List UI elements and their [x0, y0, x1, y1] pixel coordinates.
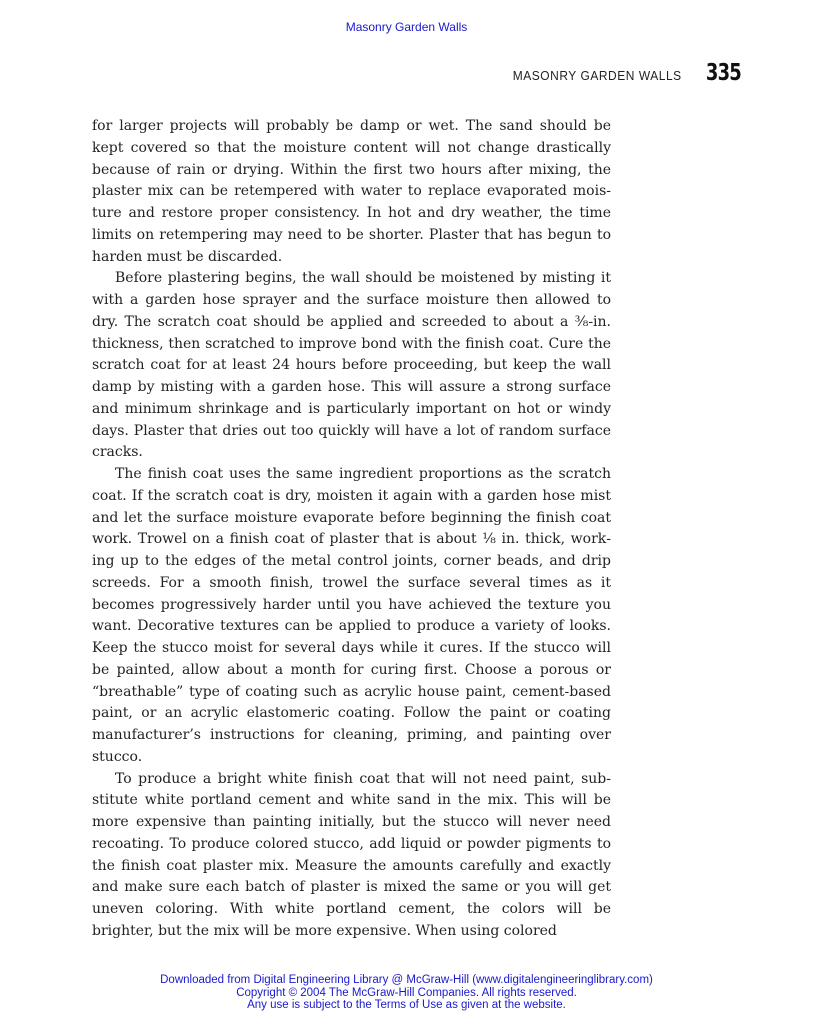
footer-download-link[interactable]: Downloaded from Digital Engineering Library @ McGraw-Hill (www.digitalengineeringlibrary.com): [160, 974, 653, 986]
body-text: [92, 116, 611, 943]
footer-copyright: Copyright © 2004 The McGraw-Hill Companies. All rights reserved.: [236, 986, 577, 999]
paragraph-4: To produce a bright white finish coat that will not need paint, substitute white portland cement and white sand in the mix. This will be more expensive than painting initially, but the stucco will never need recoating. To produce colored stucco, add liquid or powder pigments to the finish coat plaster mix. Measure the amounts carefully and exactly and make sure each batch of plaster is mixed the same or you will get uneven coloring. With white portland cement, the colors will be brighter, but the mix will be more expensive. When using colored: [92, 770, 611, 939]
running-head: [498, 62, 741, 85]
footer-terms[interactable]: Any use is subject to the Terms of Use as given at the website.: [247, 999, 566, 1012]
running-head-title: MASONRY GARDEN WALLS: [512, 68, 682, 83]
footer: [0, 974, 813, 1012]
top-title-link[interactable]: Masonry Garden Walls: [345, 20, 468, 34]
paragraph-2: Before plastering begins, the wall should be moistened by misting it with a garden hose sprayer and the surface moisture then allowed to dry. The scratch coat should be applied and screeded to about a ³⁄₈-in. thickness, then scratched to improve bond with the finish coat. Cure the scratch coat for at least 24 hours before proceeding, but keep the wall damp by misting with a garden hose. This will assure a strong surface and minimum shrinkage and is particularly important on hot or windy days. Plaster that dries out too quickly will have a lot of random surface cracks.: [92, 270, 611, 461]
paragraph-3: The finish coat uses the same ingredient proportions as the scratch coat. If the scratch coat is dry, moisten it again with a garden hose mist and let the surface moisture evaporate before beginning the finish coat work. Trowel on a finish coat of plaster that is about ¹⁄₈ in. thick, working up to the edges of the metal control joints, corner beads, and drip screeds. For a smooth finish, trowel the surface several times as it becomes progressively harder until you have achieved the texture you want. Decorative textures can be applied to produce a variety of looks. Keep the stucco moist for several days while it cures. If the stucco will be painted, allow about a month for curing first. Choose a porous or “breathable” type of coating such as acrylic house paint, cement-based paint, or an acrylic elastomeric coating. Follow the paint or coating manufacturer’s instructions for cleaning, priming, and painting over stucco.: [92, 466, 611, 765]
page-number: 335: [705, 60, 741, 86]
paragraph-1: for larger projects will probably be damp or wet. The sand should be kept covered so that the moisture content will not change drastically because of rain or drying. Within the first two hours after mixing, the plaster mix can be retempered with water to replace evaporated moisture and restore proper consistency. In hot and dry weather, the time limits on retempering may need to be shorter. Plaster that has begun to harden must be discarded.: [92, 118, 611, 265]
